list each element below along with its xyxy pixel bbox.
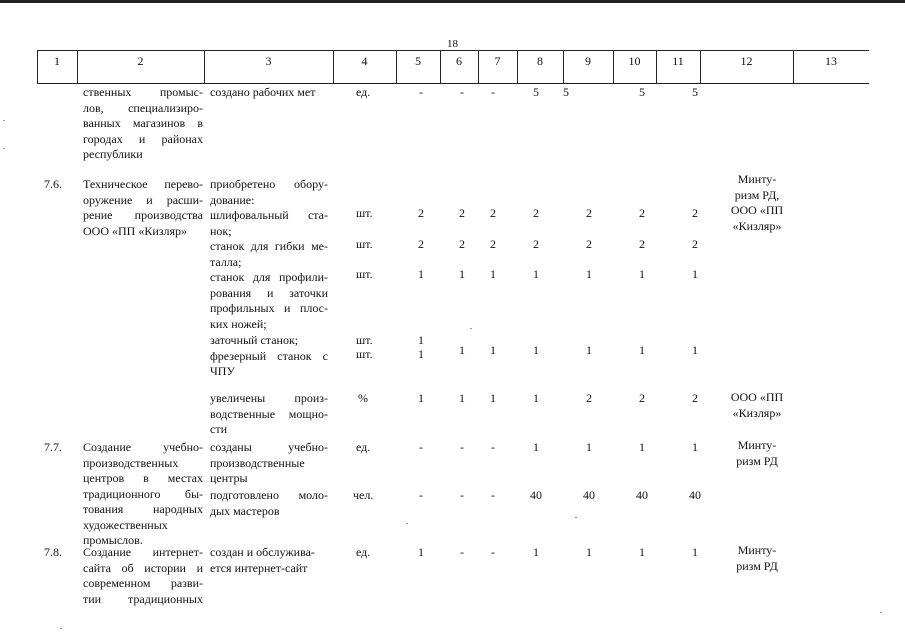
header-col-10: 10	[628, 54, 641, 68]
value-cell: 5	[533, 85, 539, 99]
value-cell: 2	[533, 206, 539, 220]
row-7-7-number: 7.7.	[44, 440, 62, 454]
row-7-7-indicator: созданы учебно-	[210, 440, 328, 454]
row-7-6-unit: %	[358, 391, 368, 405]
row-7-6-indicator: профильных и плос-	[210, 301, 328, 315]
header-col-11: 11	[672, 54, 684, 68]
row-7-6-indicator: дование:	[210, 192, 255, 207]
row-7-6-title-line: рение производства	[83, 208, 203, 222]
row-7-7-title-line: традиционного бы-	[83, 486, 203, 501]
scan-speck	[60, 628, 62, 629]
value-cell: 1	[490, 267, 496, 281]
value-cell: 2	[692, 206, 698, 220]
value-cell: 1	[418, 347, 424, 361]
value-cell: 2	[533, 237, 539, 251]
row-7-7-title-line: производственных	[83, 455, 179, 470]
value-cell: 2	[586, 237, 592, 251]
row-7-7-title-line: промыслов.	[83, 533, 143, 547]
value-cell: 1	[586, 545, 592, 559]
value-cell: 2	[586, 206, 592, 220]
value-cell: -	[419, 85, 423, 99]
row-7-7-indicator: подготовлено моло-	[210, 488, 328, 502]
row-7-6-title-line: оружение и расши-	[83, 192, 203, 207]
value-cell: 1	[639, 545, 645, 559]
row-cont-title-line: республики	[83, 147, 143, 161]
value-cell: 2	[586, 391, 592, 405]
header-col-4: 4	[361, 54, 368, 68]
value-cell: 1	[418, 545, 424, 559]
value-cell: 2	[692, 391, 698, 405]
value-cell: -	[491, 488, 495, 502]
header-col-7: 7	[494, 54, 501, 68]
row-7-6-indicator: рования и заточки	[210, 285, 328, 300]
value-cell: 1	[459, 391, 465, 405]
scan-speck	[3, 148, 5, 149]
row-cont-title-line: городах и районах	[83, 131, 203, 146]
row-7-8-executor-line: Минту-	[737, 543, 777, 557]
value-cell: 1	[490, 343, 496, 357]
value-cell: -	[419, 488, 423, 502]
row-7-8-indicator: создан и обслужива-	[210, 545, 315, 559]
value-cell: 2	[639, 206, 645, 220]
value-cell: -	[491, 545, 495, 559]
value-cell: 5	[639, 85, 645, 99]
value-cell: 1	[418, 267, 424, 281]
header-col-5: 5	[415, 54, 421, 68]
value-cell: 1	[586, 343, 592, 357]
header-col-8: 8	[537, 54, 543, 68]
value-cell: -	[491, 440, 495, 454]
value-cell: 2	[490, 206, 496, 220]
header-bottom-rule	[37, 83, 869, 84]
value-cell: 1	[533, 440, 539, 454]
value-cell: 5	[692, 85, 698, 99]
value-cell: 1	[586, 267, 592, 281]
value-cell: 40	[530, 488, 542, 502]
value-cell: 1	[692, 343, 698, 357]
row-7-6-executor2-line: «Кизляр»	[732, 405, 782, 420]
value-cell: 2	[418, 206, 424, 220]
row-cont-title-line: лов, специализиро-	[83, 100, 203, 115]
scan-speck	[3, 120, 5, 121]
row-7-6-title-line: ООО «ПП «Кизляр»	[83, 223, 188, 238]
value-cell: -	[460, 488, 464, 502]
row-7-7-title-line: Создание учебно-	[83, 440, 203, 454]
row-7-7-indicator: производственные	[210, 455, 305, 470]
value-cell: 1	[533, 343, 539, 357]
row-7-6-indicator: водственные мощно-	[210, 406, 328, 421]
value-cell: 1	[692, 267, 698, 281]
value-cell: 1	[692, 440, 698, 454]
row-cont-title-line: ванных магазинов в	[83, 116, 203, 130]
value-cell: 40	[636, 488, 648, 502]
scan-speck	[406, 523, 408, 524]
row-7-6-indicator: приобретено обору-	[210, 177, 328, 191]
row-7-6-number: 7.6.	[44, 177, 62, 191]
page-top-border	[0, 0, 905, 3]
row-7-6-indicator: талла;	[210, 254, 242, 269]
value-cell: 1	[490, 391, 496, 405]
row-7-8-indicator: ется интернет-сайт	[210, 560, 308, 575]
value-cell: 2	[459, 237, 465, 251]
value-cell: 1	[459, 343, 465, 357]
row-7-6-executor2-line: ООО «ПП	[730, 390, 784, 404]
row-7-7-unit: чел.	[353, 488, 374, 502]
value-cell: 1	[418, 333, 424, 347]
row-7-6-unit: шт.	[356, 267, 373, 281]
row-7-8-title-line: Создание интернет-	[83, 545, 203, 559]
row-7-6-unit: шт.	[356, 333, 373, 347]
value-cell: 5	[563, 85, 569, 99]
row-7-6-indicator: станок для гибки ме-	[210, 239, 328, 253]
value-cell: 2	[639, 237, 645, 251]
row-7-6-indicator: увеличены произ-	[210, 391, 328, 405]
value-cell: -	[460, 545, 464, 559]
row-cont-unit: ед.	[356, 85, 371, 99]
row-7-7-executor-line: Минту-	[737, 438, 777, 452]
value-cell: 1	[692, 545, 698, 559]
row-7-7-title-line: центров в местах	[83, 471, 203, 485]
row-7-6-executor-line: ризм РД,	[734, 187, 780, 202]
row-7-8-unit: ед.	[356, 545, 371, 559]
header-col-2: 2	[137, 54, 144, 68]
value-cell: 1	[586, 440, 592, 454]
page-number: 18	[447, 38, 458, 50]
header-col-9: 9	[585, 54, 591, 68]
row-7-6-unit: шт.	[356, 206, 373, 220]
row-cont-indicator: создано рабочих мет	[210, 85, 316, 99]
row-7-6-executor-line: «Кизляр»	[732, 218, 782, 233]
row-7-7-title-line: тования народных	[83, 502, 203, 516]
value-cell: 2	[692, 237, 698, 251]
value-cell: 40	[583, 488, 595, 502]
value-cell: -	[460, 440, 464, 454]
row-7-6-executor-line: ООО «ПП	[730, 203, 784, 217]
value-cell: -	[419, 440, 423, 454]
row-cont-title-line: ственных промыс-	[83, 85, 203, 99]
header-col-1: 1	[54, 54, 60, 68]
row-7-6-indicator: станок для профили-	[210, 270, 328, 284]
value-cell: 1	[639, 440, 645, 454]
row-7-6-unit: шт.	[356, 347, 373, 361]
scan-speck	[880, 612, 882, 613]
value-cell: 1	[533, 391, 539, 405]
row-7-8-title-line: сайта об истории и	[83, 560, 203, 575]
value-cell: 1	[639, 267, 645, 281]
row-7-6-indicator: заточный станок;	[210, 333, 299, 347]
header-top-rule	[37, 50, 869, 51]
header-col-6: 6	[456, 54, 462, 68]
row-7-8-title-line: тии традиционных	[83, 591, 203, 606]
row-7-6-indicator: нок;	[210, 223, 232, 238]
value-cell: 1	[459, 267, 465, 281]
value-cell: 2	[418, 237, 424, 251]
row-7-7-title-line: художественных	[83, 517, 168, 532]
value-cell: 1	[533, 267, 539, 281]
scan-speck	[470, 328, 472, 329]
row-7-7-indicator: дых мастеров	[210, 503, 280, 518]
row-7-6-indicator: ЧПУ	[210, 364, 235, 378]
row-7-7-unit: ед.	[356, 440, 371, 454]
value-cell: -	[460, 85, 464, 99]
row-7-8-title-line: современном разви-	[83, 576, 203, 590]
value-cell: 2	[490, 237, 496, 251]
scan-speck	[575, 517, 577, 518]
header-col-13: 13	[825, 54, 837, 68]
header-col-3: 3	[265, 54, 272, 68]
row-7-8-executor-line: ризм РД	[736, 558, 778, 573]
value-cell: 1	[639, 343, 645, 357]
value-cell: 1	[418, 391, 424, 405]
row-7-7-executor-line: ризм РД	[736, 453, 778, 468]
row-7-6-title-line: Техническое перево-	[83, 177, 203, 191]
row-7-7-indicator: центры	[210, 471, 248, 485]
row-7-8-number: 7.8.	[44, 545, 62, 559]
row-7-6-indicator: шлифовальный ста-	[210, 208, 328, 222]
row-7-6-indicator: фрезерный станок с	[210, 348, 328, 363]
header-col-12: 12	[740, 54, 753, 68]
value-cell: 2	[459, 206, 465, 220]
value-cell: -	[491, 85, 495, 99]
value-cell: 1	[533, 545, 539, 559]
row-7-6-unit: шт.	[356, 237, 373, 251]
value-cell: 40	[689, 488, 701, 502]
value-cell: 2	[639, 391, 645, 405]
row-7-6-indicator: ких ножей;	[210, 316, 267, 331]
row-7-6-executor-line: Минту-	[737, 172, 777, 186]
row-7-6-indicator: сти	[210, 422, 227, 436]
